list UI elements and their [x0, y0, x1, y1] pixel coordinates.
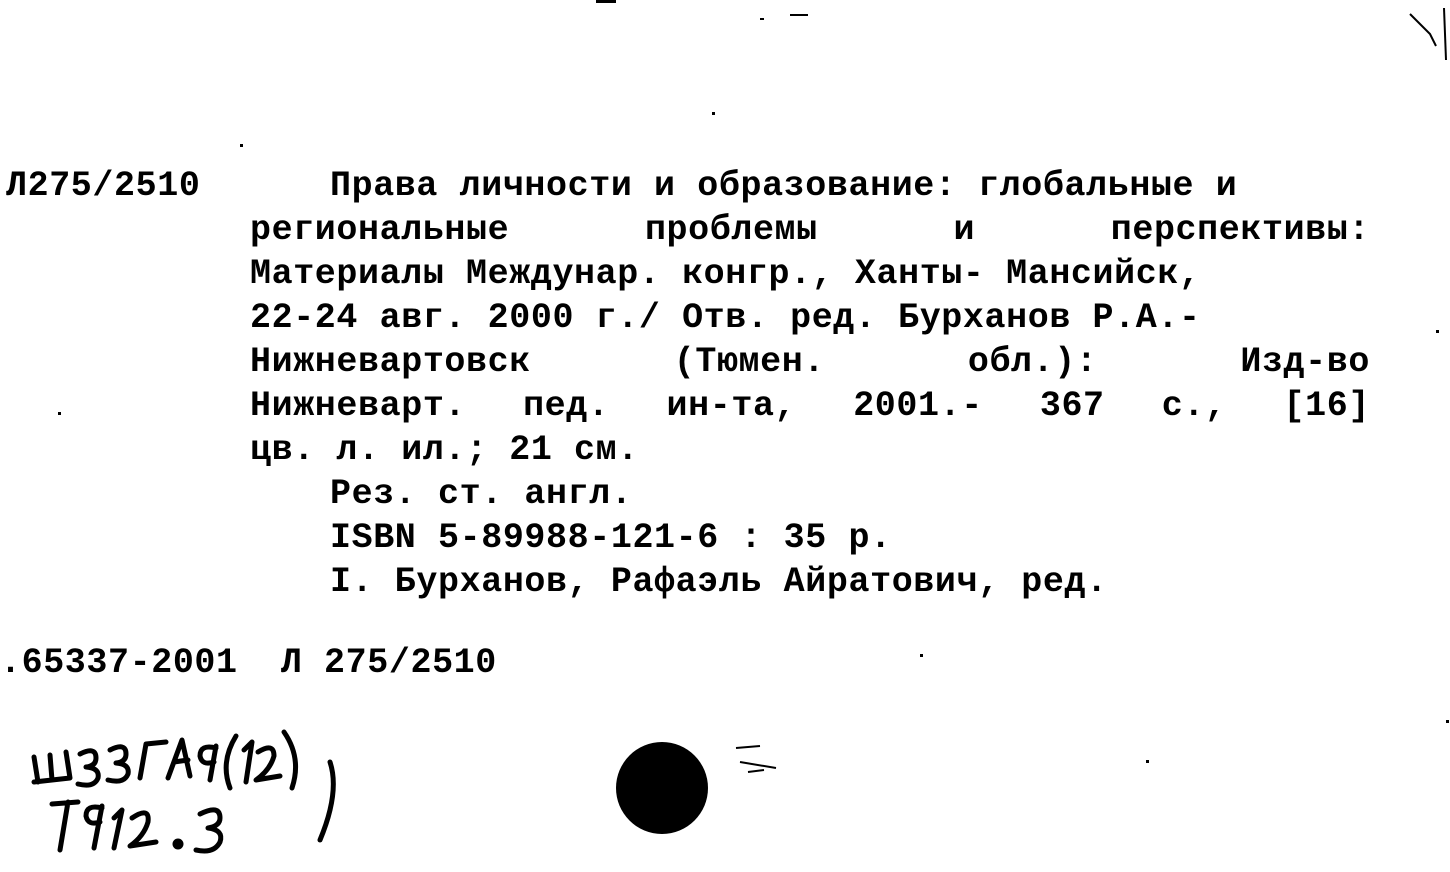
description-word: Нижневарт. — [250, 386, 467, 426]
shelf-mark: Л275/2510 — [6, 166, 201, 206]
description-line: 22-24 авг. 2000 г./ Отв. ред. Бурханов Р.А.- — [250, 298, 1201, 338]
description-word: (Тюмен. — [673, 342, 825, 382]
description-word: [16] — [1283, 386, 1370, 426]
description-word: Изд-во — [1240, 342, 1370, 382]
inventory-number: .65337-2001 Л 275/2510 — [0, 643, 497, 683]
description-line: Права личности и образование: глобальные и — [330, 166, 1238, 206]
description-word: 2001.- — [853, 386, 983, 426]
description-word: Нижневартовск — [250, 342, 531, 382]
description-word: 367 — [1039, 386, 1105, 426]
description-line: цв. л. ил.; 21 см. — [250, 430, 639, 470]
description-word: ин-та, — [666, 386, 797, 426]
description-word: перспективы: — [1110, 210, 1370, 250]
description-word: проблемы — [644, 210, 818, 250]
description-word: с., — [1161, 386, 1227, 426]
description-word: обл.): — [967, 342, 1098, 382]
description-line: Материалы Междунар. конгр., Ханты- Мансийск, — [250, 254, 1201, 294]
note-line: Рез. ст. англ. — [330, 474, 633, 514]
note-line: ISBN 5-89988-121-6 : 35 р. — [330, 518, 892, 558]
description-word: региональные — [250, 210, 510, 250]
note-line: I. Бурханов, Рафаэль Айратович, ред. — [330, 562, 1108, 602]
description-word: пед. — [523, 386, 610, 426]
description-word: и — [953, 210, 976, 250]
